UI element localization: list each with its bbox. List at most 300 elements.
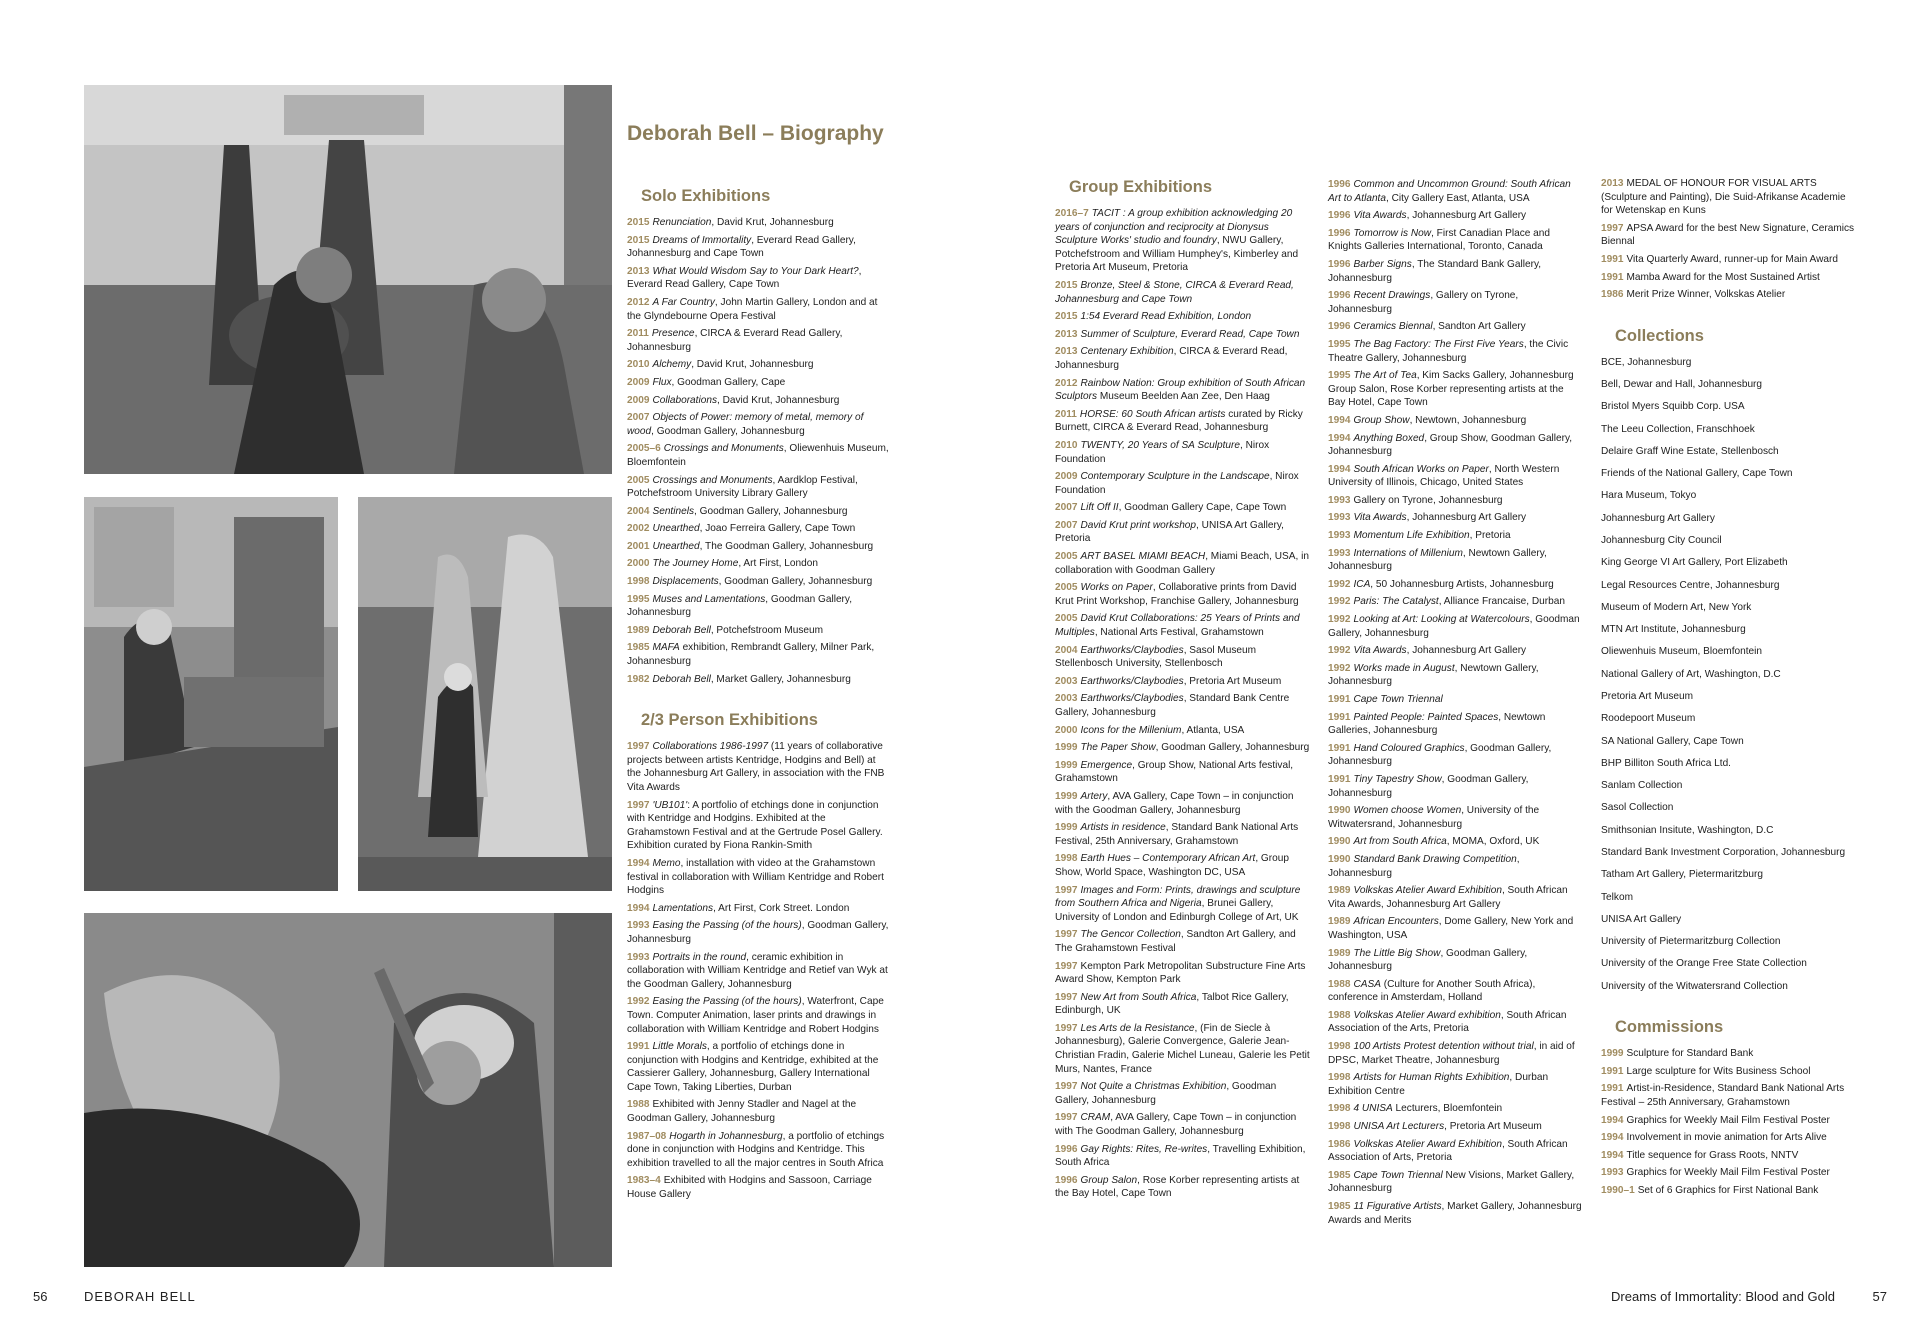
entry-title: Les Arts de la Resistance bbox=[1080, 1022, 1195, 1034]
entry-detail: , National Arts Festival, Grahamstown bbox=[1094, 627, 1264, 639]
entry-year: 2009 bbox=[627, 376, 650, 388]
entry-detail: , North Western University of Illinois, Chicago, United States bbox=[1328, 463, 1560, 489]
entry-title: Deborah Bell bbox=[652, 624, 711, 636]
list-item bbox=[1328, 978, 1583, 1005]
entry-detail: , Sandton Art Gallery, and The Grahamstown Festival bbox=[1055, 929, 1296, 954]
entry-title: Artery bbox=[1080, 790, 1108, 802]
entry-year: 1991 bbox=[1601, 253, 1624, 265]
entry-year: 1999 bbox=[1055, 822, 1078, 834]
list-item bbox=[1601, 1131, 1859, 1145]
entry-detail: , City Gallery East, Atlanta, USA bbox=[1385, 192, 1530, 204]
entry-detail: , Market Gallery, Johannesburg Awards and Merits bbox=[1328, 1201, 1582, 1226]
entry-title: CASA bbox=[1353, 978, 1381, 990]
entry-detail: , Johannesburg Art Gallery bbox=[1406, 210, 1527, 222]
entry-year: 2005 bbox=[1055, 613, 1078, 625]
entry-detail: , Dome Gallery, New York and Washington, USA bbox=[1328, 916, 1574, 941]
list-item bbox=[627, 358, 889, 372]
entry-detail: , MOMA, Oxford, UK bbox=[1446, 836, 1540, 848]
entry-detail: , Everard Read Gallery, Johannesburg and Cape Town bbox=[627, 234, 856, 260]
entry-detail: , Goodman Gallery, Johannesburg bbox=[1055, 1081, 1277, 1106]
entry-year: 2013 bbox=[627, 265, 650, 277]
entry-detail: , Alliance Francaise, Durban bbox=[1438, 596, 1565, 608]
entry-year: 1996 bbox=[1055, 1174, 1078, 1186]
entry-year: 1985 bbox=[627, 642, 650, 654]
entry-year: 1990–1 bbox=[1601, 1184, 1635, 1196]
list-item bbox=[1328, 369, 1583, 410]
entry-title: Unearthed bbox=[652, 523, 700, 535]
collection-item: University of Pietermaritzburg Collection bbox=[1601, 936, 1781, 948]
entry-title: Tomorrow is Now bbox=[1353, 227, 1432, 239]
photo-sculpture-workshop bbox=[358, 497, 612, 891]
entry-year: 1998 bbox=[627, 576, 650, 588]
entry-detail: , Group Show, Goodman Gallery, Johannesburg bbox=[1328, 432, 1573, 458]
entry-detail: , The Goodman Gallery, Johannesburg bbox=[699, 540, 874, 552]
list-item bbox=[1601, 1166, 1859, 1180]
list-item bbox=[1328, 804, 1583, 831]
entry-detail: , Goodman Gallery, Cape bbox=[671, 376, 786, 388]
entry-year: 1999 bbox=[1055, 742, 1078, 754]
entry-title: The Journey Home bbox=[652, 558, 739, 570]
entry-year: 2005 bbox=[1055, 551, 1078, 563]
entry-year: 2003 bbox=[1055, 675, 1078, 687]
entry-detail: , UNISA Art Gallery, Pretoria bbox=[1055, 519, 1284, 545]
entry-title: Anything Boxed bbox=[1353, 432, 1425, 444]
entry-year: 1991 bbox=[627, 1041, 650, 1053]
person-heading: 2/3 Person Exhibitions bbox=[641, 711, 818, 730]
entry-detail: : A portfolio of etchings done in conjunction with Kentridge and Hodgins. Exhibited at the Grahamstown Festival and at the Gertrude Posel Gallery. Exhibition curated by Fiona Rankin-Smith bbox=[627, 799, 883, 852]
entry-year: 2013 bbox=[1601, 178, 1624, 189]
entry-detail: , South African Association of the Arts, Pretoria bbox=[1328, 1009, 1567, 1035]
collection-item: Johannesburg City Council bbox=[1601, 535, 1722, 546]
entry-detail: Vita Quarterly Award, runner-up for Main Award bbox=[1626, 253, 1838, 265]
entry-title: Volkskas Atelier Award Exhibition bbox=[1353, 885, 1502, 897]
entry-year: 1998 bbox=[1328, 1103, 1351, 1115]
list-item bbox=[1055, 821, 1310, 848]
entry-detail: , AVA Gallery, Cape Town – in conjunction with The Goodman Gallery, Johannesburg bbox=[1055, 1112, 1297, 1138]
entry-detail: , Nirox Foundation bbox=[1055, 439, 1270, 465]
entry-detail: , a portfolio of etchings done in conjunction with Hodgins and Kentridge, exhibited at the Cassierer Gallery, Johannesburg, Gallery International Cape Town, Taking Liberties, Durban bbox=[627, 1041, 879, 1093]
entry-title: Looking at Art: Looking at Watercolours bbox=[1353, 614, 1530, 626]
entry-detail: , Newtown Gallery, Johannesburg bbox=[1328, 547, 1547, 573]
entry-detail: Title sequence for Grass Roots, NNTV bbox=[1626, 1149, 1799, 1161]
collection-item: Telkom bbox=[1601, 891, 1633, 903]
entry-title: TWENTY, 20 Years of SA Sculpture bbox=[1080, 439, 1240, 451]
entry-title: Emergence bbox=[1080, 759, 1133, 771]
entry-title: David Krut print workshop bbox=[1080, 519, 1197, 531]
photo-painting-image bbox=[84, 913, 612, 1267]
footer-left-title: DEBORAH BELL bbox=[84, 1289, 196, 1304]
person-list bbox=[627, 740, 889, 1201]
entry-title: Collaborations bbox=[652, 394, 717, 406]
entry-detail: , Talbot Rice Gallery, Edinburgh, UK bbox=[1055, 991, 1289, 1017]
entry-detail: , Goodman Gallery Cape, Cape Town bbox=[1118, 502, 1287, 514]
entry-title: Easing the Passing (of the hours) bbox=[652, 920, 802, 932]
entry-detail: , David Krut, Johannesburg bbox=[691, 359, 814, 371]
entry-year: 1986 bbox=[1328, 1138, 1351, 1150]
entry-year: 1998 bbox=[1328, 1121, 1351, 1133]
entry-detail: , Group Show, World Space, Washington DC, USA bbox=[1055, 853, 1289, 878]
entry-title: Flux bbox=[652, 376, 672, 388]
collection-item: Bristol Myers Squibb Corp. USA bbox=[1601, 401, 1745, 413]
entry-title: Presence bbox=[651, 328, 695, 340]
list-item bbox=[1328, 178, 1583, 205]
entry-title: Works on Paper bbox=[1080, 582, 1153, 594]
list-item bbox=[627, 995, 889, 1036]
list-item bbox=[627, 296, 889, 323]
entry-title: HORSE: 60 South African artists bbox=[1079, 408, 1226, 420]
entry-detail: , ceramic exhibition in collaboration with William Kentridge and Retief van Wyk at the Goodman Gallery, Johannesburg bbox=[627, 951, 888, 990]
list-item bbox=[1055, 741, 1310, 755]
list-item bbox=[1055, 960, 1310, 987]
entry-year: 1996 bbox=[1328, 290, 1351, 302]
photo-studio-worktable-image bbox=[84, 497, 338, 891]
list-item bbox=[1601, 177, 1859, 218]
entry-title: Collaborations 1986-1997 bbox=[652, 741, 769, 753]
entry-year: 1998 bbox=[1328, 1041, 1351, 1053]
entry-year: 1993 bbox=[1328, 512, 1351, 524]
entry-year: 1997 bbox=[1055, 1112, 1078, 1124]
entry-title: Centenary Exhibition bbox=[1080, 346, 1174, 358]
collection-item: Johannesburg Art Gallery bbox=[1601, 512, 1715, 524]
entry-title: Icons for the Millenium bbox=[1080, 724, 1182, 736]
photo-studio-worktable bbox=[84, 497, 338, 891]
entry-title: Paris: The Catalyst bbox=[1353, 596, 1439, 608]
entry-year: 1994 bbox=[1328, 414, 1351, 426]
entry-detail: , Johannesburg bbox=[1328, 853, 1520, 879]
entry-detail: , Goodman Gallery, Johannesburg bbox=[651, 425, 805, 437]
list-item bbox=[1328, 1040, 1583, 1067]
entry-year: 2015 bbox=[627, 217, 650, 228]
entry-title: Sentinels bbox=[652, 505, 694, 517]
entry-detail: , Nirox Foundation bbox=[1055, 471, 1299, 496]
entry-year: 1997 bbox=[627, 741, 650, 753]
entry-detail: , Goodman Gallery, Johannesburg bbox=[1328, 742, 1552, 768]
entry-year: 1999 bbox=[1055, 790, 1078, 802]
column-awards-collections bbox=[1601, 177, 1859, 1202]
entry-year: 2005 bbox=[1055, 582, 1078, 594]
entry-year: 1992 bbox=[627, 996, 650, 1008]
entry-title: 11 Figurative Artists bbox=[1353, 1201, 1442, 1212]
list-item bbox=[1601, 1114, 1859, 1128]
entry-year: 1994 bbox=[1601, 1149, 1624, 1161]
entry-title: Works made in August bbox=[1353, 662, 1455, 674]
entry-title: Portraits in the round bbox=[652, 951, 747, 963]
entry-year: 1985 bbox=[1328, 1201, 1351, 1212]
footer-right-page-number: 57 bbox=[1872, 1289, 1887, 1304]
entry-detail: , Goodman Gallery, Johannesburg bbox=[627, 593, 853, 619]
footer-left-page-number: 56 bbox=[33, 1289, 48, 1304]
entry-title: Crossings and Monuments bbox=[663, 443, 784, 455]
collection-item: University of the Orange Free State Collection bbox=[1601, 958, 1807, 970]
entry-detail: Gallery on Tyrone, Johannesburg bbox=[1353, 494, 1503, 506]
list-item bbox=[627, 327, 889, 354]
entry-year: 1997 bbox=[627, 799, 650, 811]
group-list bbox=[1055, 207, 1310, 1201]
entry-detail: , Miami Beach, USA, in collaboration with Goodman Gallery bbox=[1055, 551, 1309, 576]
entry-year: 2013 bbox=[1055, 346, 1078, 358]
entry-title: Objects of Power: memory of metal, memory of wood bbox=[627, 412, 864, 437]
entry-year: 1991 bbox=[1328, 773, 1351, 785]
entry-year: 2016–7 bbox=[1055, 208, 1089, 219]
entry-detail: , Durban Exhibition Centre bbox=[1328, 1072, 1549, 1097]
entry-year: 1993 bbox=[627, 920, 650, 932]
entry-title: The Bag Factory: The First Five Years bbox=[1353, 338, 1524, 350]
entry-detail: , Aardklop Festival, Potchefstroom University Library Gallery bbox=[627, 474, 858, 500]
list-item bbox=[1055, 675, 1310, 689]
entry-title: Images and Form: Prints, drawings and sculpture from Southern Africa and Nigeria bbox=[1055, 884, 1301, 910]
entry-title: Cape Town Triennal bbox=[1353, 1169, 1443, 1181]
entry-year: 1999 bbox=[1601, 1048, 1624, 1060]
entry-title: TACIT : A group exhibition acknowledging 20 years of conjunction and reciprocity at Dionysus Sculpture Works' studio and foundry bbox=[1055, 208, 1293, 247]
collection-item: Sanlam Collection bbox=[1601, 780, 1683, 792]
list-item bbox=[1328, 1138, 1583, 1165]
entry-year: 1998 bbox=[1328, 1072, 1351, 1084]
entry-title: Tiny Tapestry Show bbox=[1353, 773, 1442, 785]
entry-detail: Exhibited with Jenny Stadler and Nagel at the Goodman Gallery, Johannesburg bbox=[627, 1099, 857, 1125]
entry-detail: (11 years of collaborative projects between artists Kentridge, Hodgins and Bell) at the Johannesburg Art Gallery, in association with the FNB Vita Awards bbox=[627, 741, 885, 793]
entry-detail: New Visions, Market Gallery, Johannesburg bbox=[1328, 1169, 1575, 1195]
list-item bbox=[1328, 644, 1583, 658]
entry-year: 1985 bbox=[1328, 1169, 1351, 1181]
entry-year: 1989 bbox=[627, 624, 650, 636]
entry-title: Rainbow Nation: Group exhibition of South African Sculptors bbox=[1055, 377, 1306, 403]
entry-year: 2001 bbox=[627, 540, 650, 552]
collection-item: Hara Museum, Tokyo bbox=[1601, 490, 1697, 502]
list-item bbox=[627, 951, 889, 992]
entry-year: 1996 bbox=[1328, 179, 1351, 190]
entry-detail: , in aid of DPSC, Market Theatre, Johannesburg bbox=[1328, 1041, 1575, 1066]
entry-detail: Large sculpture for Wits Business School bbox=[1626, 1065, 1811, 1077]
entry-title: Contemporary Sculpture in the Landscape bbox=[1080, 471, 1270, 483]
list-item bbox=[1601, 1065, 1859, 1079]
list-item bbox=[1055, 1111, 1310, 1138]
entry-title: Gay Rights: Rites, Re-writes bbox=[1080, 1143, 1208, 1155]
entry-title: Lift Off II bbox=[1080, 502, 1119, 514]
entry-year: 1991 bbox=[1328, 742, 1351, 754]
awards-list bbox=[1601, 177, 1859, 302]
list-item bbox=[627, 394, 889, 408]
column-group-cont bbox=[1328, 178, 1583, 1231]
entry-title: Crossings and Monuments bbox=[652, 474, 773, 486]
entry-detail: , Johannesburg Art Gallery bbox=[1406, 512, 1527, 524]
entry-year: 1992 bbox=[1328, 578, 1351, 590]
entry-title: Volkskas Atelier Award exhibition bbox=[1353, 1009, 1501, 1021]
entry-title: Art from South Africa bbox=[1353, 836, 1447, 848]
list-item bbox=[1328, 258, 1583, 285]
entry-year: 1991 bbox=[1601, 1065, 1624, 1077]
entry-year: 1997 bbox=[1055, 1022, 1078, 1034]
list-item bbox=[627, 505, 889, 519]
entry-year: 2011 bbox=[1055, 408, 1077, 420]
entry-title: Vita Awards bbox=[1353, 210, 1407, 222]
list-item bbox=[1055, 310, 1310, 324]
entry-detail: MEDAL OF HONOUR FOR VISUAL ARTS (Sculpture and Painting), Die Suid-Afrikanse Academie for Wetenskap en Kuns bbox=[1601, 178, 1846, 217]
entry-title: Summer of Sculpture, Everard Read, Cape Town bbox=[1080, 328, 1300, 340]
entry-year: 1994 bbox=[627, 902, 650, 914]
entry-detail: , Oliewenhuis Museum, Bloemfontein bbox=[627, 443, 889, 468]
entry-detail: curated by Ricky Burnett, CIRCA & Everard Read, Johannesburg bbox=[1055, 408, 1303, 434]
entry-detail: , Goodman Gallery, Johannesburg bbox=[1328, 773, 1529, 799]
entry-title: The Art of Tea bbox=[1353, 370, 1417, 382]
entry-detail: , Newtown, Johannesburg bbox=[1409, 414, 1527, 426]
list-item bbox=[627, 857, 889, 898]
list-item bbox=[1328, 1009, 1583, 1036]
entry-title: Internations of Millenium bbox=[1353, 547, 1463, 559]
list-item bbox=[1601, 271, 1859, 285]
entry-year: 2009 bbox=[1055, 471, 1078, 483]
entry-year: 2009 bbox=[627, 394, 650, 406]
entry-title: Hogarth in Johannesburg bbox=[669, 1130, 783, 1142]
entry-title: Easing the Passing (of the hours) bbox=[652, 996, 802, 1008]
entry-detail: exhibition, Rembrandt Gallery, Milner Park, Johannesburg bbox=[627, 642, 875, 668]
list-item bbox=[1328, 338, 1583, 365]
list-item bbox=[1055, 345, 1310, 372]
list-item bbox=[1055, 377, 1310, 404]
entry-detail: , Goodman Gallery, Johannesburg bbox=[1328, 614, 1580, 639]
entry-year: 2015 bbox=[1055, 311, 1078, 323]
entry-detail: , Group Show, National Arts festival, Grahamstown bbox=[1055, 759, 1294, 785]
entry-detail: , Market Gallery, Johannesburg bbox=[710, 673, 851, 685]
entry-year: 1987–08 bbox=[627, 1130, 667, 1142]
entry-year: 1992 bbox=[1328, 596, 1351, 608]
list-item bbox=[1055, 612, 1310, 639]
list-item bbox=[1055, 991, 1310, 1018]
entry-title: Vita Awards bbox=[1353, 645, 1407, 657]
list-item bbox=[1055, 759, 1310, 786]
entry-detail: Exhibited with Hodgins and Sassoon, Carriage House Gallery bbox=[627, 1175, 872, 1201]
list-item bbox=[1055, 644, 1310, 671]
list-item bbox=[1055, 1022, 1310, 1076]
entry-year: 2005 bbox=[627, 474, 650, 486]
footer-right-title: Dreams of Immortality: Blood and Gold bbox=[1611, 1289, 1835, 1304]
entry-title: Women choose Women bbox=[1353, 805, 1462, 817]
entry-title: Recent Drawings bbox=[1353, 290, 1431, 302]
list-item bbox=[1601, 1047, 1859, 1061]
entry-year: 1996 bbox=[1328, 227, 1351, 239]
list-item bbox=[1055, 470, 1310, 497]
entry-year: 2003 bbox=[1055, 693, 1078, 705]
collection-item: Legal Resources Centre, Johannesburg bbox=[1601, 579, 1780, 591]
entry-detail: , Sandton Art Gallery bbox=[1432, 321, 1526, 333]
entry-detail: , CIRCA & Everard Read Gallery, Johannesburg bbox=[627, 328, 843, 353]
entry-title: The Gencor Collection bbox=[1080, 929, 1181, 941]
entry-title: Unearthed bbox=[652, 540, 700, 552]
entry-year: 1991 bbox=[1328, 694, 1351, 705]
photo-sculpture-workshop-image bbox=[358, 497, 612, 891]
entry-year: 1990 bbox=[1328, 853, 1351, 865]
entry-detail: , (Fin de Siecle à Johannesburg), Galerie Convergence, Galerie Jean-Christian Fradin, Galerie Michel Luneau, Galerie les Petit Murs, Nantes, France bbox=[1055, 1022, 1310, 1075]
entry-title: Earth Hues – Contemporary African Art bbox=[1080, 853, 1256, 865]
entry-detail: , NWU Gallery, Potchefstroom and William Humphey's, Kimberley and Pretoria Art Museum, Pretoria bbox=[1055, 235, 1299, 274]
entry-detail: , South African Vita Awards, Johannesburg Art Gallery bbox=[1328, 885, 1568, 910]
list-item bbox=[1328, 835, 1583, 849]
collection-item: Sasol Collection bbox=[1601, 802, 1674, 814]
list-item bbox=[1055, 928, 1310, 955]
photo-painting bbox=[84, 913, 612, 1267]
entry-detail: , a portfolio of etchings done in conjunction with Hodgins and Kentridge. This exhibition travelled to all the major centres in South Africa bbox=[627, 1130, 885, 1169]
list-item bbox=[1328, 1169, 1583, 1196]
list-item bbox=[1328, 432, 1583, 459]
list-item bbox=[1055, 852, 1310, 879]
commissions-list bbox=[1601, 1047, 1859, 1197]
entry-detail: , University of the Witwatersrand, Johannesburg bbox=[1328, 805, 1540, 830]
entry-title: ART BASEL MIAMI BEACH bbox=[1080, 551, 1206, 563]
entry-detail: , The Standard Bank Gallery, Johannesburg bbox=[1328, 258, 1542, 284]
list-item bbox=[1328, 742, 1583, 769]
entry-title: 4 UNISA bbox=[1353, 1103, 1393, 1115]
list-item bbox=[1328, 595, 1583, 609]
entry-year: 2013 bbox=[1055, 328, 1078, 340]
list-item bbox=[1055, 207, 1310, 275]
collection-item: Museum of Modern Art, New York bbox=[1601, 601, 1752, 613]
entry-detail: Set of 6 Graphics for First National Bank bbox=[1637, 1184, 1819, 1196]
list-item bbox=[627, 216, 889, 230]
list-item bbox=[1055, 724, 1310, 738]
list-item bbox=[1328, 463, 1583, 490]
commissions-heading: Commissions bbox=[1615, 1018, 1724, 1037]
entry-title: Painted People: Painted Spaces bbox=[1353, 711, 1499, 723]
list-item bbox=[627, 902, 889, 916]
collection-item: University of the Witwatersrand Collection bbox=[1601, 980, 1788, 992]
entry-detail: , Kim Sacks Gallery, Johannesburg Group Salon, Rose Korber representing artists at the Bay Hotel, Cape Town bbox=[1328, 370, 1574, 409]
entry-detail: , Potchefstroom Museum bbox=[710, 624, 824, 636]
entry-year: 1990 bbox=[1328, 836, 1351, 848]
list-item bbox=[1601, 1082, 1859, 1109]
photo-studio-sculptures-image bbox=[84, 85, 612, 474]
entry-title: 'UB101' bbox=[652, 799, 688, 811]
entry-detail: , Goodman Gallery, Johannesburg bbox=[627, 920, 889, 945]
collection-item: National Gallery of Art, Washington, D.C bbox=[1601, 668, 1781, 680]
collection-item: Friends of the National Gallery, Cape Town bbox=[1601, 468, 1793, 480]
entry-title: The Paper Show bbox=[1080, 742, 1156, 754]
entry-year: 1996 bbox=[1055, 1143, 1078, 1155]
entry-detail: , Everard Read Gallery, Cape Town bbox=[627, 265, 862, 291]
entry-title: CRAM bbox=[1080, 1112, 1111, 1124]
entry-title: What Would Wisdom Say to Your Dark Heart? bbox=[652, 265, 859, 277]
entry-title: Group Salon bbox=[1080, 1174, 1138, 1186]
entry-title: Earthworks/Claybodies bbox=[1080, 693, 1184, 705]
entry-title: Lamentations bbox=[652, 902, 714, 914]
entry-detail: , Newtown Gallery, Johannesburg bbox=[1328, 662, 1539, 688]
entry-title: Earthworks/Claybodies bbox=[1080, 675, 1184, 687]
entry-title: Dreams of Immortality bbox=[652, 234, 752, 246]
entry-detail: Kempton Park Metropolitan Substructure Fine Arts Award Show, Kempton Park bbox=[1055, 960, 1306, 986]
list-item bbox=[627, 575, 889, 589]
group-cont-list bbox=[1328, 178, 1583, 1227]
entry-detail: , Newtown Galleries, Johannesburg bbox=[1328, 711, 1546, 737]
entry-title: Memo bbox=[652, 857, 681, 869]
entry-detail: , David Krut, Johannesburg bbox=[717, 394, 840, 406]
list-item bbox=[627, 1130, 889, 1171]
entry-title: Hand Coloured Graphics bbox=[1353, 742, 1465, 754]
entry-detail: , Collaborative prints from David Krut Print Workshop, Franchise Gallery, Johannesburg bbox=[1055, 582, 1299, 607]
entry-detail: Lecturers, Bloemfontein bbox=[1392, 1103, 1503, 1115]
list-item bbox=[627, 265, 889, 292]
group-heading: Group Exhibitions bbox=[1069, 178, 1212, 196]
collection-item: BHP Billiton South Africa Ltd. bbox=[1601, 757, 1731, 769]
entry-title: MAFA bbox=[652, 642, 680, 654]
entry-title: Not Quite a Christmas Exhibition bbox=[1080, 1081, 1227, 1093]
collection-item: The Leeu Collection, Franschhoek bbox=[1601, 423, 1755, 435]
entry-detail: APSA Award for the best New Signature, Ceramics Biennal bbox=[1601, 222, 1855, 248]
entry-year: 2004 bbox=[627, 505, 650, 517]
list-item bbox=[1055, 790, 1310, 817]
entry-title: Volkskas Atelier Award Exhibition bbox=[1353, 1138, 1502, 1150]
list-item bbox=[1328, 662, 1583, 689]
entry-title: UNISA Art Lecturers bbox=[1353, 1121, 1445, 1133]
entry-detail: , Rose Korber representing artists at the Bay Hotel, Cape Town bbox=[1055, 1174, 1300, 1200]
list-item bbox=[627, 1174, 889, 1201]
